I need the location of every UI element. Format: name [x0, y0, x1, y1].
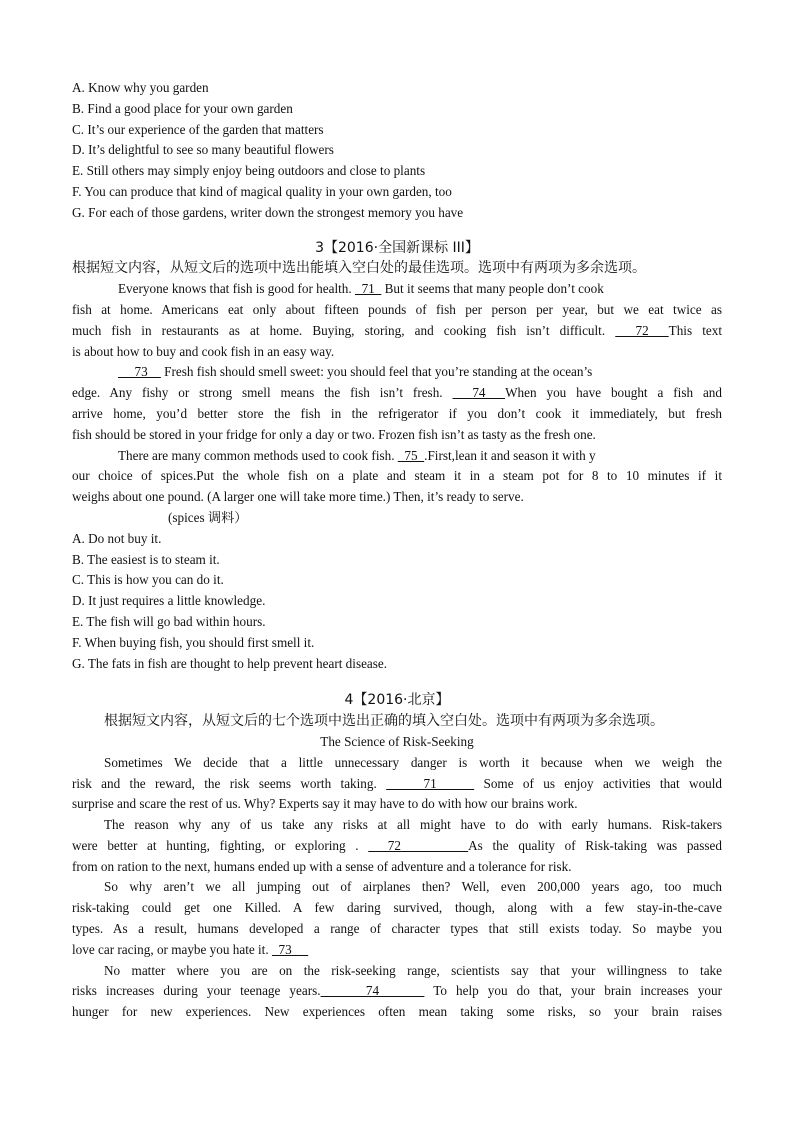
s3-p2-line4: fish should be stored in your fridge for only a day or two. Frozen fish isn’t as tasty as the fresh one. [72, 426, 596, 442]
option-b: B. Find a good place for your own garden [72, 100, 293, 116]
section4-heading: 4【2016·北京】 [344, 692, 450, 709]
document-page [72, 78, 722, 1023]
s4-p1-line2: risk and the reward, the risk seems worth taking. 71 Some of us enjoy activities that would [72, 775, 722, 791]
option-g: G. For each of those gardens, writer down the strongest memory you have [72, 204, 464, 220]
option-e: E. Still others may simply enjoy being outdoors and close to plants [72, 163, 426, 179]
s3-option-f: F. When buying fish, you should first smell it. [72, 634, 315, 650]
s4-p4-line3: hunger for new experiences. New experiences often mean taking some risks, so your brain raises [72, 1004, 722, 1020]
s3-p1-line1: Everyone knows that fish is good for health. 71 But it seems that many people don’t cook [118, 281, 604, 297]
section2-options [72, 78, 722, 224]
s4-p3-line4: love car racing, or maybe you hate it. 73 [72, 941, 309, 957]
blank-71: 71 [354, 281, 382, 297]
s4-blank-72: 72 [368, 837, 469, 853]
s4-p4-line2: risks increases during your teenage years. 74 To help you do that, your brain increases your [72, 983, 722, 999]
option-d: D. It’s delightful to see so many beautiful flowers [72, 142, 334, 158]
s4-p1-line1: Sometimes We decide that a little unnecessary danger is worth it because when we weigh the [104, 754, 722, 770]
blank-73: 73 [118, 364, 161, 380]
option-c: C. It’s our experience of the garden that matters [72, 121, 324, 137]
s3-spices-note: (spices 调料） [168, 509, 248, 525]
section4 [72, 690, 722, 1023]
s3-p3-line1: There are many common methods used to cook fish. 75 .First,lean it and season it with y [118, 447, 596, 463]
s4-p3-line1: So why aren’t we all jumping out of airplanes then? Well, even 200,000 years ago, too much [104, 879, 722, 895]
article-title: The Science of Risk-Seeking [320, 733, 474, 749]
blank-75: 75 [397, 447, 425, 463]
s4-p2-line3: from on ration to the next, humans ended up with a sense of adventure and a tolerance for risk. [72, 858, 572, 874]
s3-p2-line1: 73 Fresh fish should smell sweet: you should feel that you’re standing at the ocean’s [118, 364, 593, 380]
s4-blank-73: 73 [271, 941, 309, 957]
blank-72: 72 [615, 322, 669, 338]
s3-option-e: E. The fish will go bad within hours. [72, 613, 266, 629]
s4-p3-line3: types. As a result, humans developed a range of character types that still exists today. So maybe you [72, 921, 722, 937]
s3-p1-line3: much fish in restaurants as at home. Buying, storing, and cooking fish isn’t difficult. 72 This text [72, 322, 722, 338]
s3-p1-line4: is about how to buy and cook fish in an easy way. [72, 343, 335, 359]
s3-option-g: G. The fats in fish are thought to help prevent heart disease. [72, 655, 388, 671]
s3-option-d: D. It just requires a little knowledge. [72, 593, 266, 609]
s4-p2-line1: The reason why any of us take any risks at all might have to do with early humans. Risk-takers [104, 817, 722, 833]
option-f: F. You can produce that kind of magical quality in your own garden, too [72, 183, 452, 199]
blank-74: 74 [452, 385, 506, 401]
section3 [72, 238, 722, 675]
s3-p3-line2: our choice of spices.Put the whole fish on a plate and steam it in a steam pot for 8 to 10 minutes if it [72, 468, 722, 484]
section4-instruction: 根据短文内容，从短文后的七个选项中选出正确的填入空白处。选项中有两项为多余选项。 [104, 713, 664, 730]
option-a: A. Know why you garden [72, 80, 209, 95]
s4-blank-71: 71 [386, 775, 475, 791]
s3-p2-line3: arrive home, you’d better store the fish in the refrigerator if you don’t cook it immediately, but fresh [72, 405, 722, 421]
s3-option-c: C. This is how you can do it. [72, 572, 224, 588]
s3-p1-line2: fish at home. Americans eat only about fifteen pounds of fish per person per year, but we eat twice as [72, 301, 722, 317]
s4-p4-line1: No matter where you are on the risk-seeking range, scientists say that your willingness to take [104, 962, 722, 978]
s3-p2-line2: edge. Any fishy or strong smell means the fish isn’t fresh. 74 When you have bought a fish and [72, 385, 722, 401]
s4-p1-line3: surprise and scare the rest of us. Why? Experts say it may have to do with how our brains work. [72, 796, 578, 812]
s3-option-a: A. Do not buy it. [72, 530, 162, 546]
s3-option-b: B. The easiest is to steam it. [72, 551, 220, 567]
section3-heading: 3【2016·全国新课标 III】 [315, 239, 479, 256]
s4-blank-74: 74 [320, 983, 425, 999]
s4-p3-line2: risk-taking could get one Killed. A few daring survived, though, along with a few stay-in-the-cave [72, 900, 722, 916]
section3-options [72, 529, 722, 675]
s3-p3-line3: weighs about one pound. (A larger one will take more time.) Then, it’s ready to serve. [72, 489, 524, 505]
s4-p2-line2: were better at hunting, fighting, or exploring . 72 As the quality of Risk-taking was passed [72, 837, 722, 853]
section3-instruction: 根据短文内容，从短文后的选项中选出能填入空白处的最佳选项。选项中有两项为多余选项。 [72, 260, 646, 277]
